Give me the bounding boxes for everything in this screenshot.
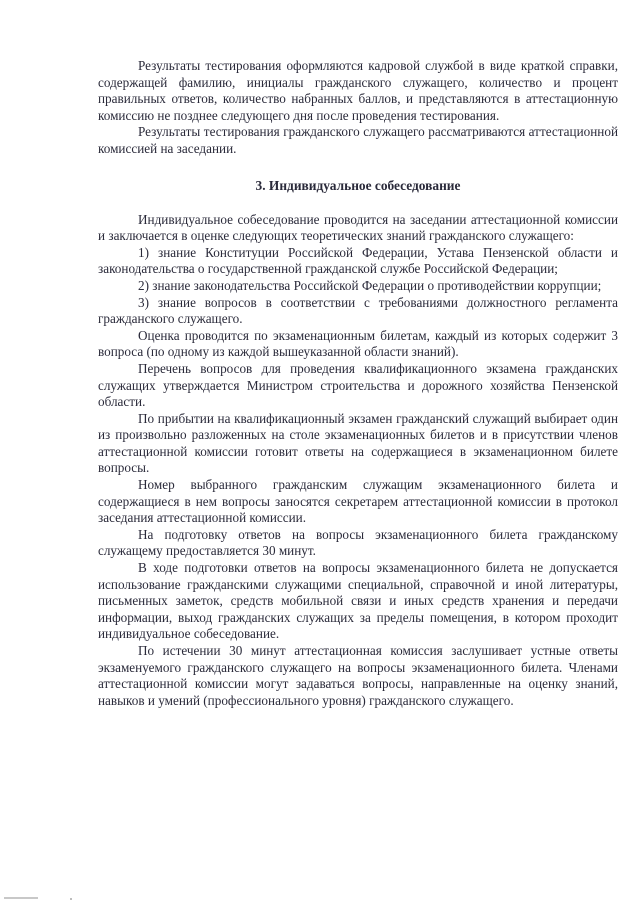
paragraph-preparation-rules: В ходе подготовки ответов на вопросы экзаменационного билета не допускается использование гражданскими служащими специальной, справочной и иной литературы, письменных заметок, средств мобильной связи и иных средств хранения и передачи информации, выход гражданских служащих за пределы помещения, в котором проходит индивидуальное собеседование. bbox=[98, 560, 618, 642]
paragraph-question-list: Перечень вопросов для проведения квалификационного экзамена гражданских служащих утверждается Министром строительства и дорожного хозяйства Пензенской области. bbox=[98, 360, 618, 410]
paragraph-preparation-time: На подготовку ответов на вопросы экзаменационного билета гражданскому служащему предоставляется 30 минут. bbox=[98, 526, 618, 559]
paragraph-knowledge-item-3: 3) знание вопросов в соответствии с требованиями должностного регламента гражданского служащего. bbox=[98, 294, 618, 327]
paragraph-test-results-review: Результаты тестирования гражданского служащего рассматриваются аттестационной комиссией на заседании. bbox=[98, 124, 618, 156]
paragraph-oral-answers: По истечении 30 минут аттестационная комиссия заслушивает устные ответы экзаменуемого гражданского служащего на вопросы экзаменационного билета. Членами аттестационной комиссии могут задаваться вопросы, направленные на оценку знаний, навыков и умений (профессионального уровня) гражданского служащего. bbox=[98, 643, 618, 708]
paragraph-ticket-selection: По прибытии на квалификационный экзамен гражданский служащий выбирает один из произвольно разложенных на столе экзаменационных билетов и в присутствии членов аттестационной комиссии готовит ответы на содержащиеся в экзаменационном билете вопросы. bbox=[98, 410, 618, 476]
paragraph-test-results-report: Результаты тестирования оформляются кадровой службой в виде краткой справки, содержащей фамилию, инициалы гражданского служащего, количество и процент правильных ответов, количество набранных баллов, и представляются в аттестационную комиссию не позднее следующего дня после проведения тестирования. bbox=[98, 58, 618, 123]
paragraph-ticket-protocol: Номер выбранного гражданским служащим экзаменационного билета и содержащиеся в нем вопросы заносятся секретарем аттестационной комиссии в протокол заседания аттестационной комиссии. bbox=[98, 477, 618, 526]
section-heading: 3. Индивидуальное собеседование bbox=[255, 177, 461, 193]
paragraph-interview-intro: Индивидуальное собеседование проводится на заседании аттестационной комиссии и заключается в оценке следующих теоретических знаний гражданского служащего: bbox=[98, 211, 618, 244]
paragraph-exam-tickets: Оценка проводится по экзаменационным билетам, каждый из которых содержит 3 вопроса (по одному из каждой вышеуказанной области знаний). bbox=[98, 327, 618, 360]
paragraph-knowledge-item-2: 2) знание законодательства Российской Федерации о противодействии коррупции; bbox=[138, 277, 602, 293]
document-page bbox=[98, 58, 618, 709]
scan-edge-mark bbox=[4, 897, 38, 899]
scan-dot bbox=[70, 898, 72, 900]
paragraph-knowledge-item-1: 1) знание Конституции Российской Федерации, Устава Пензенской области и законодательства о государственной гражданской службе Российской Федерации; bbox=[98, 244, 618, 277]
